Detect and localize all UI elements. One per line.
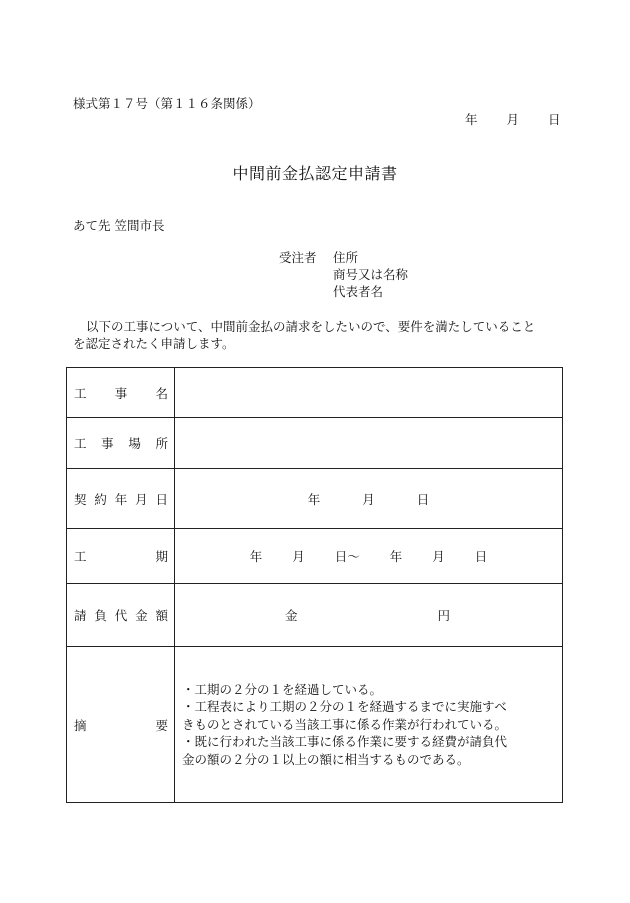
row-contract-date [67,469,563,529]
intro-line-2: を認定されたく申請します。 [73,336,235,351]
label-char: 負 [94,608,107,623]
label-contract-date [67,469,175,529]
period-start-day-label: 日〜 [334,549,360,564]
date-day-label: 日 [548,112,561,127]
value-project-name[interactable] [175,368,563,418]
label-construction-period [67,529,175,584]
label-char: 期 [155,549,168,564]
applicant-representative-label: 代表者名 [333,284,384,299]
applicant-label: 受注者 [279,250,317,265]
applicant-company-label: 商号又は名称 [333,267,409,282]
application-table [66,367,563,803]
label-char: 工 [74,549,87,564]
application-date [465,110,561,128]
label-char: 日 [155,491,168,507]
date-month-label: 月 [506,112,520,127]
applicant-block [279,249,408,300]
label-char: 請 [74,608,87,623]
row-contract-amount [67,584,563,647]
period-start-year-label: 年 [249,549,263,564]
amount-kin-label: 金 [285,608,298,623]
contract-month-label: 月 [362,491,375,507]
remarks-line: ・工期の２分の１を経過している。 [182,681,383,697]
row-project-location [67,418,563,469]
label-char: 額 [155,608,168,623]
label-char: 事 [114,385,128,401]
contract-year-label: 年 [307,491,321,507]
value-contract-date[interactable] [175,469,563,529]
value-construction-period[interactable] [175,529,563,584]
applicant-address-label: 住所 [333,250,359,265]
date-year-label: 年 [465,112,478,127]
label-char: 代 [114,608,128,623]
period-start-month-label: 月 [292,549,305,564]
contract-day-label: 日 [416,491,430,507]
remarks-line: ・工程表により工期の２分の１を経過するまでに実施すべ [182,699,507,715]
label-char: 約 [94,491,107,507]
value-contract-amount[interactable] [175,584,563,647]
row-project-name [67,368,563,418]
label-char: 月 [135,491,148,507]
label-char: 所 [155,436,168,451]
label-char: 要 [155,717,168,733]
remarks-line: ・既に行われた当該工事に係る作業に要する経費が請負代 [182,734,508,750]
period-end-month-label: 月 [432,549,445,564]
label-contract-amount [67,584,175,647]
label-char: 工 [74,385,87,401]
addressee: あて先 笠間市長 [73,218,165,233]
label-char: 事 [101,436,114,451]
intro-text [73,318,573,352]
row-remarks [67,647,563,803]
value-project-location[interactable] [175,418,563,469]
period-end-year-label: 年 [389,549,403,564]
label-char: 場 [128,436,141,451]
label-project-location [67,418,175,469]
label-char: 年 [114,491,128,507]
value-remarks [175,647,563,803]
label-remarks [67,647,175,803]
label-char: 摘 [74,717,87,733]
label-char: 金 [135,608,148,623]
label-char: 工 [74,436,87,451]
remarks-line: 金の額の２分の１以上の額に相当するものである。 [182,751,470,767]
document-title: 中間前金払認定申請書 [232,164,398,183]
intro-line-1: 以下の工事について、中間前金払の請求をしたいので、要件を満たしていること [86,319,536,334]
remarks-line: きものとされている当該工事に係る作業が行われている。 [182,716,508,732]
form-number: 様式第１７号（第１１６条関係） [73,96,261,111]
row-construction-period [67,529,563,584]
label-char: 名 [155,385,168,401]
period-end-day-label: 日 [474,549,488,564]
label-char: 契 [74,491,87,507]
amount-yen-label: 円 [437,608,451,623]
label-project-name [67,368,175,418]
